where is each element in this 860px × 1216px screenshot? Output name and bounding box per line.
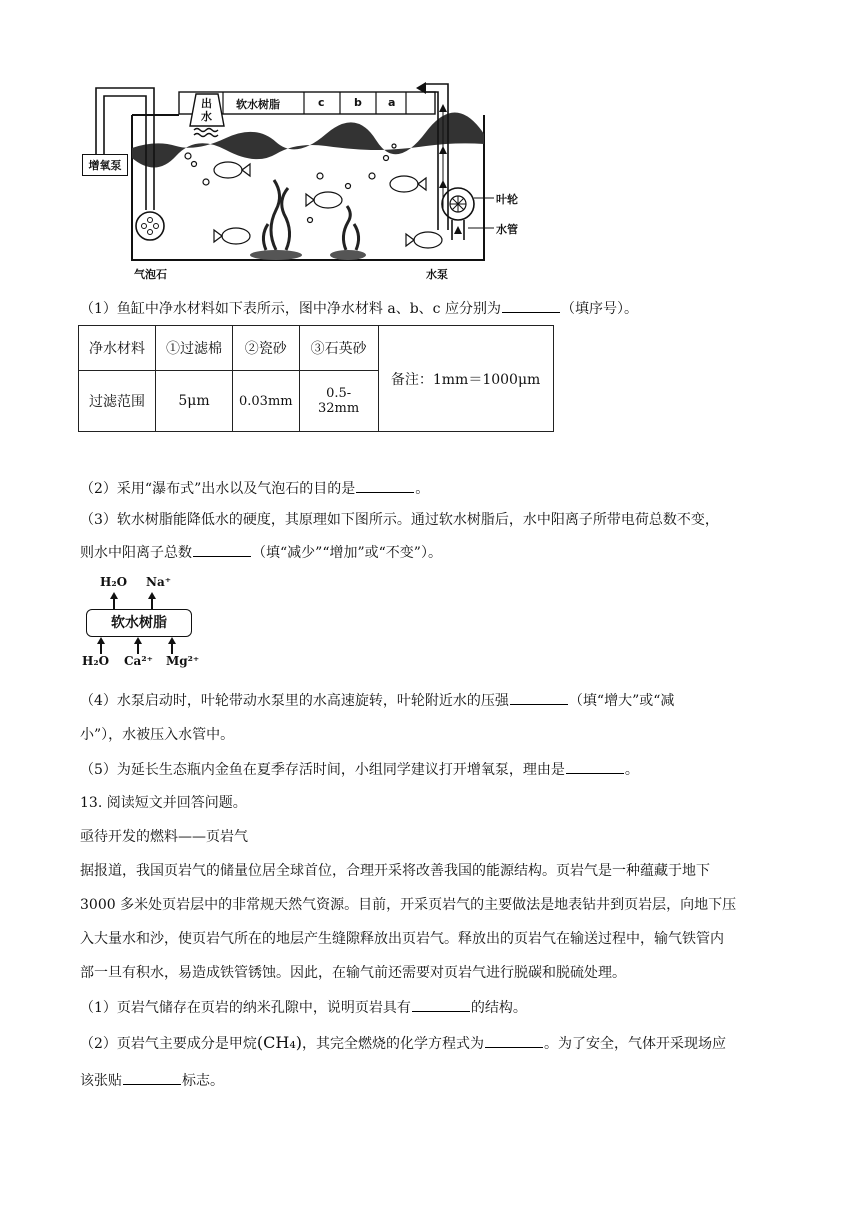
methane-formula: (CH₄) [256, 1033, 303, 1052]
table-cell: 5μm [156, 371, 233, 432]
oxygen-pump-label: 增氧泵 [88, 159, 122, 172]
in-h2o-label: H₂O [82, 654, 110, 668]
question-2 [80, 478, 429, 499]
out-na-label: Na⁺ [146, 575, 172, 589]
table-row-label: 过滤范围 [79, 371, 156, 432]
article-paragraph-line: 据报道，我国页岩气的储量位居全球首位，合理开采将改善我国的能源结构。页岩气是一种蕴藏于地下 [80, 863, 710, 879]
sub-question-2-line-1 [80, 1033, 726, 1054]
question-3-line-1: （3）软水树脂能降低水的硬度，其原理如下图所示。通过软水树脂后，水中阳离子所带电荷总数不变， [80, 512, 719, 528]
question-13-title: 13. 阅读短文并回答问题。 [80, 795, 247, 811]
question-3-tail: （填“减少”“增加”或“不变”）。 [252, 545, 442, 561]
question-1 [80, 298, 638, 319]
slot-b-label: b [354, 96, 362, 109]
question-4-line-2: 小”），水被压入水管中。 [80, 727, 235, 743]
outlet-label-2: 水 [201, 110, 212, 123]
question-5 [80, 759, 639, 780]
sub-question-2-line-2 [80, 1070, 224, 1091]
answer-blank-6[interactable] [412, 997, 470, 1012]
table-cell: 0.03mm [233, 371, 300, 432]
materials-table [78, 325, 554, 432]
article-paragraph-line: 部一旦有积水，易造成铁管锈蚀。因此，在输气前还需要对页岩气进行脱碳和脱硫处理。 [80, 965, 626, 981]
answer-blank-2[interactable] [356, 478, 414, 493]
article-paragraph-line: 入大量水和沙，使页岩气所在的地层产生缝隙释放出页岩气。释放出的页岩气在输送过程中，输气铁管内 [80, 931, 724, 947]
table-note-cell: 备注：1mm＝1000μm [378, 326, 553, 432]
question-2-text: （2）采用“瀑布式”出水以及气泡石的目的是 [80, 481, 356, 497]
slot-a-label: a [388, 96, 396, 109]
table-header-cell: ②瓷砂 [233, 326, 300, 371]
table-header-cell: ③石英砂 [299, 326, 378, 371]
question-2-tail: 。 [415, 481, 430, 497]
question-4-text: （4）水泵启动时，叶轮带动水泵里的水高速旋转，叶轮附近水的压强 [80, 693, 509, 709]
table-row [79, 326, 554, 371]
impeller-label: 叶轮 [496, 193, 518, 206]
answer-blank-7[interactable] [485, 1033, 543, 1048]
sub-question-2-end: 。为了安全，气体开采现场应 [544, 1036, 727, 1052]
oxygen-pump-box [82, 154, 128, 176]
question-5-tail: 。 [624, 762, 639, 778]
article-paragraph-line: 3000 多米处页岩层中的非常规天然气资源。目前，开采页岩气的主要做法是地表钻井到页岩层，向地下压 [80, 897, 737, 913]
aquarium-figure [76, 80, 546, 285]
resin-slot-label: 软水树脂 [236, 98, 280, 111]
sub-question-2-line-2-text: 该张贴 [80, 1073, 122, 1089]
answer-blank-5[interactable] [566, 759, 624, 774]
answer-blank-8[interactable] [123, 1070, 181, 1085]
answer-blank-3[interactable] [193, 542, 251, 557]
sub-question-2-mid: ，其完全燃烧的化学方程式为 [302, 1036, 485, 1052]
sub-question-1-tail: 的结构。 [470, 1000, 527, 1016]
sub-question-2-text: （2）页岩气主要成分是甲烷 [80, 1036, 257, 1052]
question-4-tail: （填“增大”或“减 [568, 693, 675, 709]
question-4-line-1 [80, 690, 674, 711]
table-header-cell: 净水材料 [79, 326, 156, 371]
slot-c-label: c [318, 96, 325, 109]
outlet-label-1: 出 [201, 97, 212, 110]
question-1-tail: （填序号）。 [560, 301, 638, 317]
sub-question-1 [80, 997, 527, 1018]
table-header-cell: ①过滤棉 [156, 326, 233, 371]
resin-box: 软水树脂 [86, 609, 192, 637]
air-stone-label: 气泡石 [134, 268, 167, 281]
answer-blank-4[interactable] [510, 690, 568, 705]
sub-question-1-text: （1）页岩气储存在页岩的纳米孔隙中，说明页岩具有 [80, 1000, 411, 1016]
water-pump-label: 水泵 [426, 268, 448, 281]
question-5-text: （5）为延长生态瓶内金鱼在夏季存活时间，小组同学建议打开增氧泵，理由是 [80, 762, 565, 778]
article-title: 亟待开发的燃料——页岩气 [80, 829, 248, 845]
answer-blank-1[interactable] [502, 298, 560, 313]
water-pipe-label: 水管 [496, 223, 518, 236]
question-3-line-2 [80, 542, 442, 563]
out-h2o-label: H₂O [100, 575, 128, 589]
aquarium-drawing [76, 80, 546, 285]
sub-question-2-line-2-tail: 标志。 [182, 1073, 224, 1089]
question-3-text: 则水中阳离子总数 [80, 545, 192, 561]
table-cell: 0.5-32mm [299, 371, 378, 432]
question-1-text: （1）鱼缸中净水材料如下表所示，图中净水材料 a、b、c 应分别为 [80, 301, 501, 317]
in-ca-label: Ca²⁺ [124, 654, 153, 668]
in-mg-label: Mg²⁺ [166, 654, 200, 668]
